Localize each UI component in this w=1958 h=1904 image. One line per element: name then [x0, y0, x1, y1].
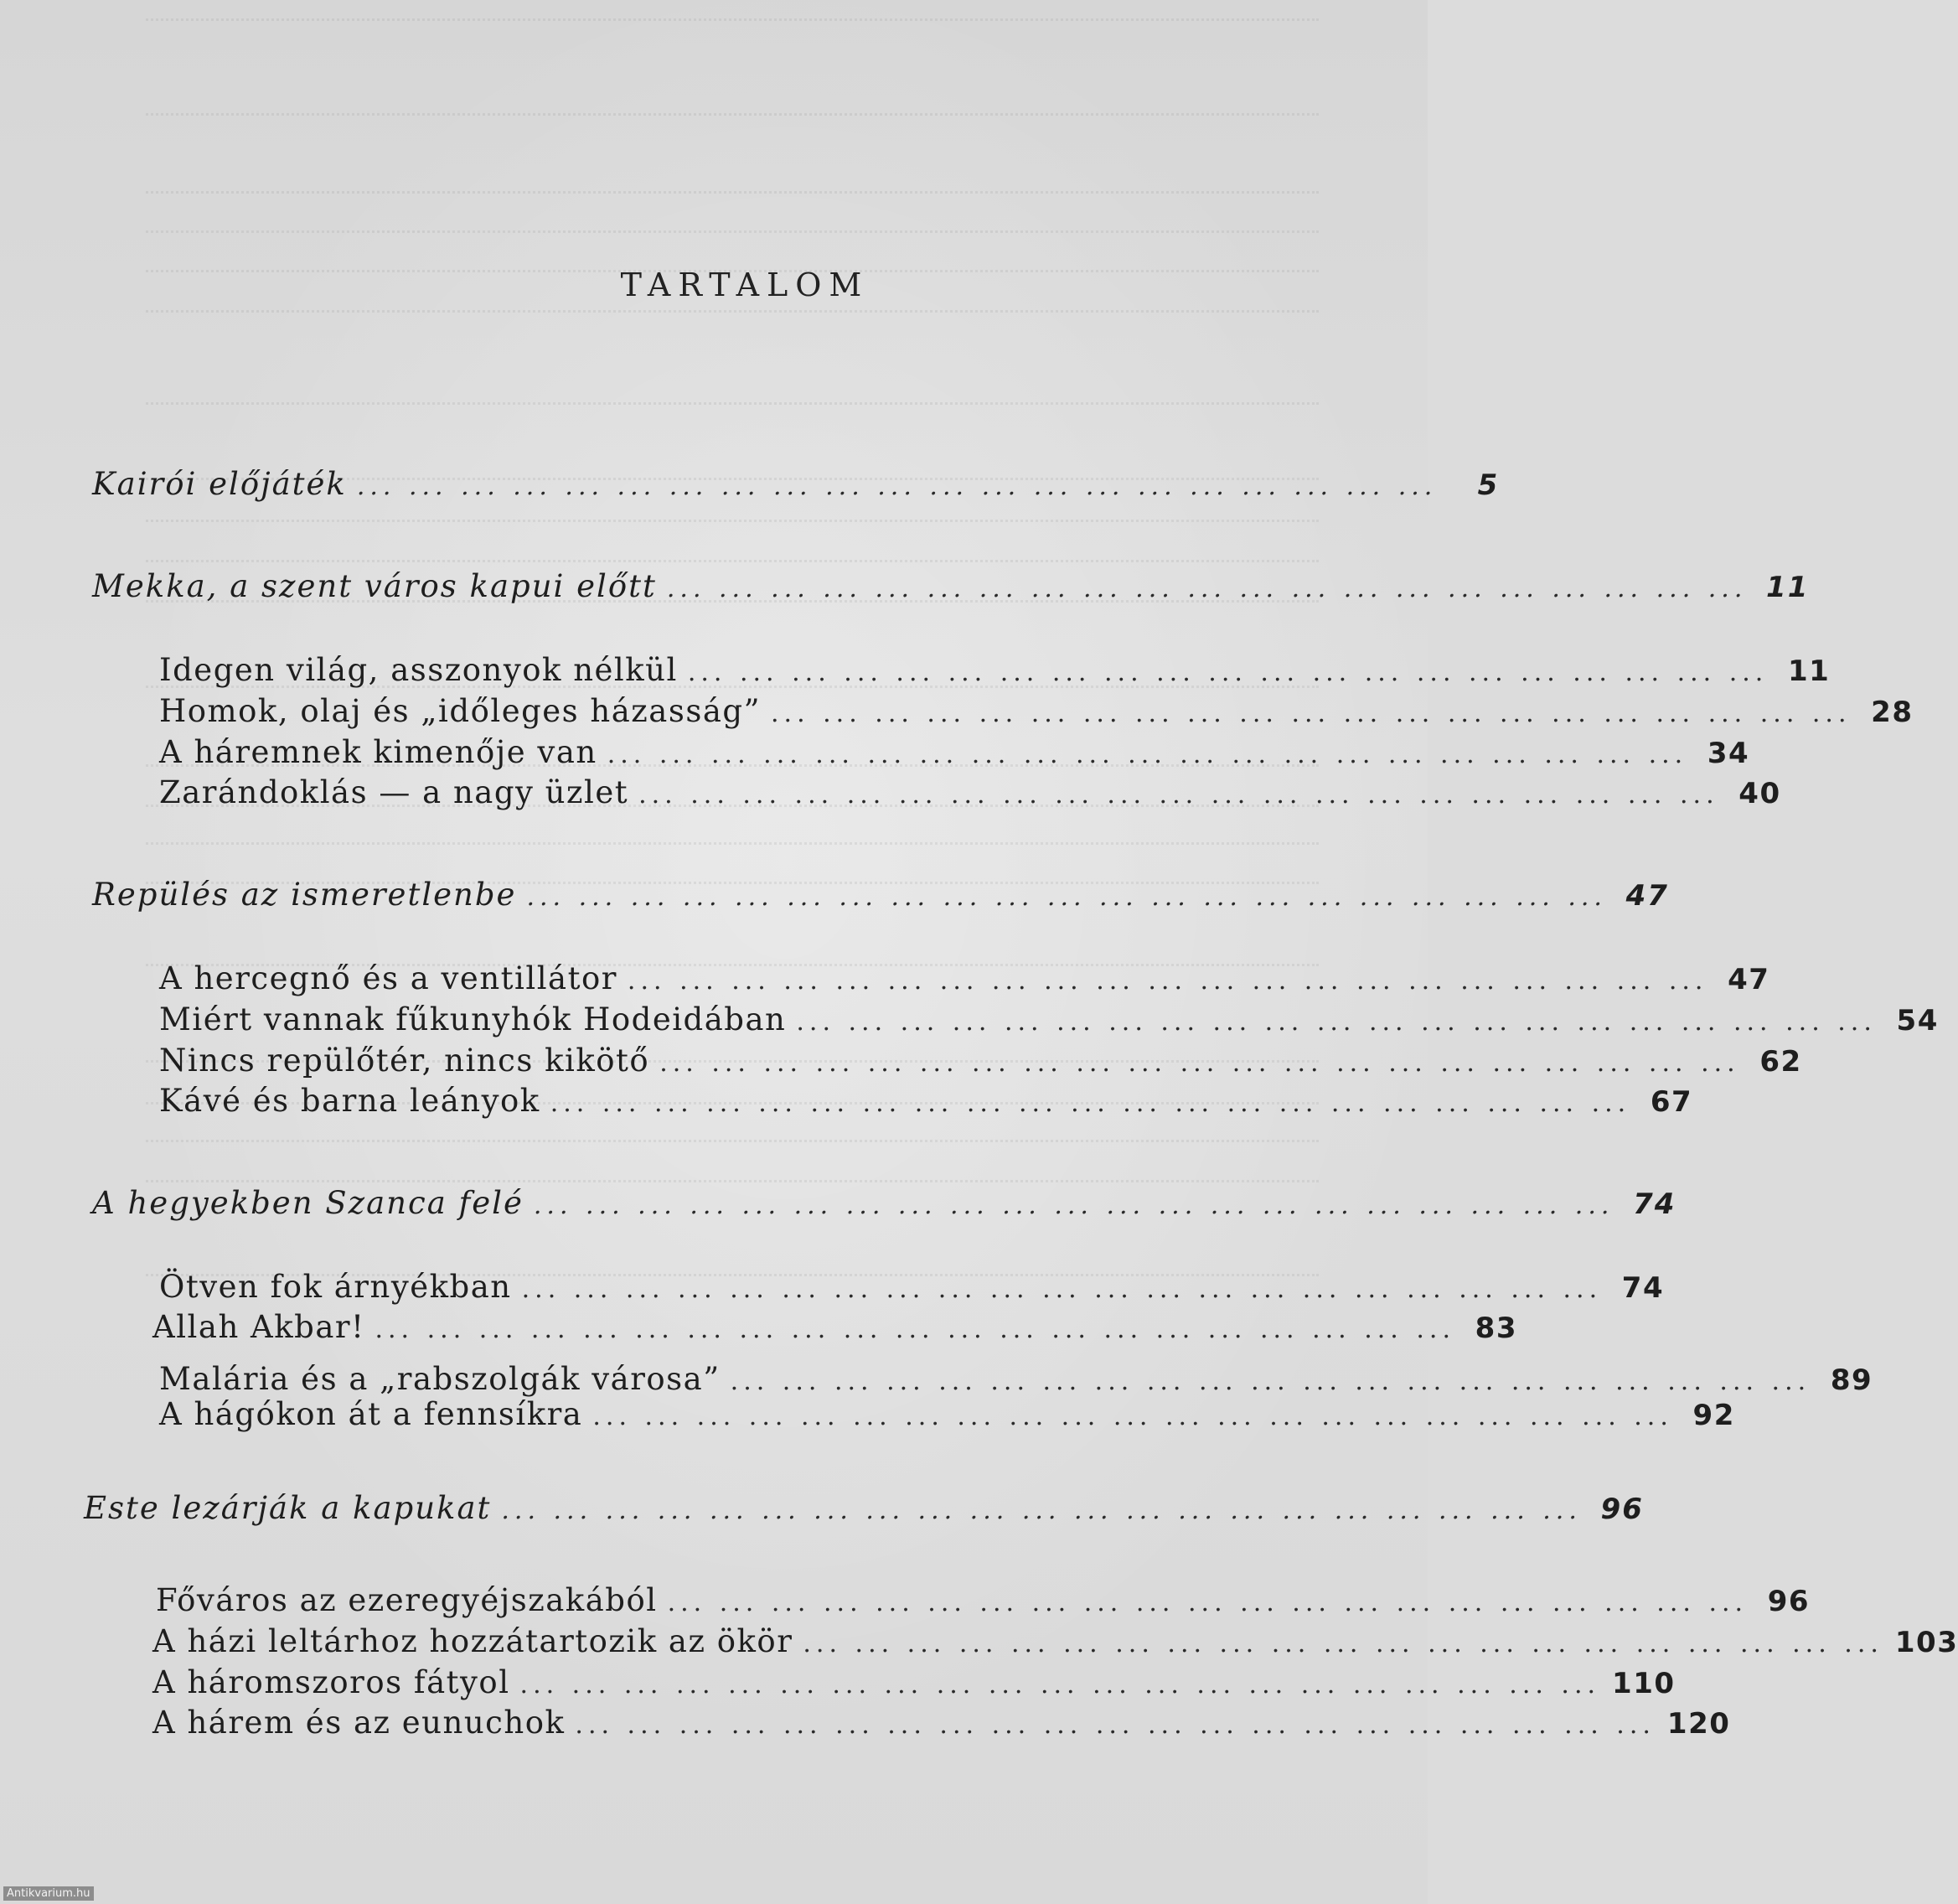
- toc-leader-dots: ... ... ... ... ... ... ... ... ... ... ... ... ... ... ... ... ... ... ... ... ...: [533, 1191, 1614, 1220]
- toc-page-number: 54: [1896, 1004, 1939, 1037]
- toc-page-number: 47: [1728, 963, 1770, 996]
- toc-entry: [92, 877, 1669, 913]
- toc-entry: [159, 774, 1781, 810]
- toc-entry: [92, 466, 1500, 502]
- toc-leader-dots: ... ... ... ... ... ... ... ... ... ... ... ... ... ... ... ... ... ... ... ... ...: [771, 699, 1852, 728]
- toc-page-number: 120: [1666, 1707, 1731, 1741]
- toc-page-number: 28: [1871, 696, 1914, 729]
- toc-entry: [159, 1043, 1802, 1079]
- toc-leader-dots: ... ... ... ... ... ... ... ... ... ... ... ... ... ... ... ... ... ... ... ... ...: [666, 574, 1748, 603]
- toc-leader-dots: ... ... ... ... ... ... ... ... ... ... ... ... ... ... ... ... ... ... ... ... ...: [659, 1048, 1740, 1078]
- toc-leader-dots: ... ... ... ... ... ... ... ... ... ... ... ... ... ... ... ... ... ... ... ... ...: [375, 1315, 1455, 1344]
- toc-entry-title: Ötven fok árnyékban: [159, 1269, 512, 1305]
- toc-page-number: 34: [1707, 737, 1750, 770]
- toc-leader-dots: ... ... ... ... ... ... ... ... ... ... ... ... ... ... ... ... ... ... ... ... ...: [638, 780, 1719, 810]
- toc-page-number: 11: [1788, 654, 1831, 688]
- toc-entry-title: A hárem és az eunuchok: [152, 1705, 566, 1741]
- toc-entry-title: Főváros az ezeregyéjszakából: [156, 1582, 658, 1618]
- toc-leader-dots: ... ... ... ... ... ... ... ... ... ... ... ... ... ... ... ... ... ... ... ... ...: [687, 658, 1769, 687]
- toc-page-number: 67: [1650, 1085, 1693, 1119]
- toc-entry: [159, 1361, 1873, 1397]
- toc-entry-title: Repülés az ismeretlenbe: [92, 877, 517, 913]
- toc-entry: [159, 1396, 1735, 1432]
- toc-entry-title: A hercegnő és a ventillátor: [159, 960, 617, 996]
- toc-leader-dots: ... ... ... ... ... ... ... ... ... ... ... ... ... ... ... ... ... ... ... ... ...: [519, 1670, 1601, 1700]
- toc-leader-dots: ... ... ... ... ... ... ... ... ... ... ... ... ... ... ... ... ... ... ... ... ...: [592, 1402, 1673, 1431]
- toc-entry: [159, 652, 1831, 688]
- toc-entry: [152, 1705, 1731, 1741]
- toc-entry-title: Este lezárják a kapukat: [84, 1490, 492, 1526]
- toc-entry: [152, 1623, 1958, 1659]
- toc-entry-title: A házi leltárhoz hozzátartozik az ökör: [152, 1623, 793, 1659]
- toc-page-number: 103: [1894, 1626, 1958, 1659]
- toc-leader-dots: ... ... ... ... ... ... ... ... ... ... ... ... ... ... ... ... ... ... ... ... ...: [575, 1710, 1656, 1740]
- toc-page-number: 83: [1475, 1312, 1517, 1345]
- toc-entry: [84, 1490, 1644, 1526]
- toc-leader-dots: ... ... ... ... ... ... ... ... ... ... ... ... ... ... ... ... ... ... ... ... ...: [356, 472, 1438, 501]
- toc-entry-title: Nincs repülőtér, nincs kikötő: [159, 1043, 650, 1079]
- toc-entry: [159, 1001, 1939, 1037]
- toc-entry-title: Mekka, a szent város kapui előtt: [92, 568, 657, 604]
- toc-entry-title: Zarándoklás — a nagy üzlet: [159, 774, 629, 810]
- toc-leader-dots: ... ... ... ... ... ... ... ... ... ... ... ... ... ... ... ... ... ... ... ... ...: [521, 1275, 1603, 1304]
- toc-leader-dots: ... ... ... ... ... ... ... ... ... ... ... ... ... ... ... ... ... ... ... ... ...: [803, 1629, 1883, 1658]
- toc-page-number: 89: [1830, 1363, 1873, 1397]
- toc-entry-title: A háremnek kimenője van: [159, 734, 597, 770]
- toc-page-number: 110: [1612, 1667, 1676, 1700]
- page-title: TARTALOM: [620, 266, 870, 303]
- toc-entry-title: Kairói előjáték: [92, 466, 347, 502]
- toc-leader-dots: ... ... ... ... ... ... ... ... ... ... ... ... ... ... ... ... ... ... ... ... ...: [667, 1588, 1749, 1617]
- toc-entry: [159, 734, 1750, 770]
- toc-entry: [159, 1269, 1665, 1305]
- toc-page-number: 96: [1600, 1493, 1644, 1526]
- toc-entry: [92, 568, 1810, 604]
- toc-entry: [92, 1185, 1676, 1221]
- toc-entry-title: A hágókon át a fennsíkra: [159, 1396, 583, 1432]
- toc-leader-dots: ... ... ... ... ... ... ... ... ... ... ... ... ... ... ... ... ... ... ... ... ...: [550, 1089, 1631, 1118]
- toc-page-number: 96: [1767, 1585, 1811, 1618]
- toc-leader-dots: ... ... ... ... ... ... ... ... ... ... ... ... ... ... ... ... ... ... ... ... ...: [607, 740, 1688, 769]
- toc-leader-dots: ... ... ... ... ... ... ... ... ... ... ... ... ... ... ... ... ... ... ... ... ...: [526, 882, 1607, 912]
- toc-entry-title: Kávé és barna leányok: [159, 1083, 540, 1119]
- toc-entry-title: Homok, olaj és „időleges házasság”: [159, 693, 761, 729]
- toc-page-number: 5: [1477, 468, 1500, 502]
- toc-page-number: 74: [1633, 1187, 1676, 1221]
- toc-entry: [159, 960, 1770, 996]
- toc-entry-title: Malária és a „rabszolgák városa”: [159, 1361, 721, 1397]
- toc-entry-title: A hegyekben Szancа felé: [92, 1185, 524, 1221]
- toc-entry-title: Allah Akbar!: [152, 1309, 365, 1345]
- toc-leader-dots: ... ... ... ... ... ... ... ... ... ... ... ... ... ... ... ... ... ... ... ... ...: [501, 1496, 1582, 1525]
- toc-entry-title: Idegen világ, asszonyok nélkül: [159, 652, 678, 688]
- watermark-label: Antikvarium.hu: [3, 1886, 94, 1901]
- toc-entry: [156, 1582, 1811, 1618]
- toc-entry-title: A háromszoros fátyol: [152, 1664, 510, 1700]
- toc-entry-title: Miért vannak fűkunyhók Hodeidában: [159, 1001, 787, 1037]
- toc-leader-dots: ... ... ... ... ... ... ... ... ... ... ... ... ... ... ... ... ... ... ... ... ...: [627, 966, 1708, 996]
- toc-entry: [159, 1083, 1693, 1119]
- toc-page-number: 47: [1625, 879, 1669, 913]
- toc-entry: [152, 1309, 1517, 1345]
- toc-page-number: 62: [1759, 1045, 1802, 1079]
- toc-page-number: 92: [1692, 1399, 1735, 1432]
- toc-page-number: 11: [1766, 571, 1810, 604]
- toc-leader-dots: ... ... ... ... ... ... ... ... ... ... ... ... ... ... ... ... ... ... ... ... ...: [796, 1007, 1877, 1037]
- toc-leader-dots: ... ... ... ... ... ... ... ... ... ... ... ... ... ... ... ... ... ... ... ... ...: [730, 1367, 1811, 1396]
- toc-entry: [159, 693, 1914, 729]
- toc-page-number: 40: [1738, 777, 1781, 810]
- toc-entry: [152, 1664, 1676, 1700]
- toc-page-number: 74: [1621, 1271, 1665, 1305]
